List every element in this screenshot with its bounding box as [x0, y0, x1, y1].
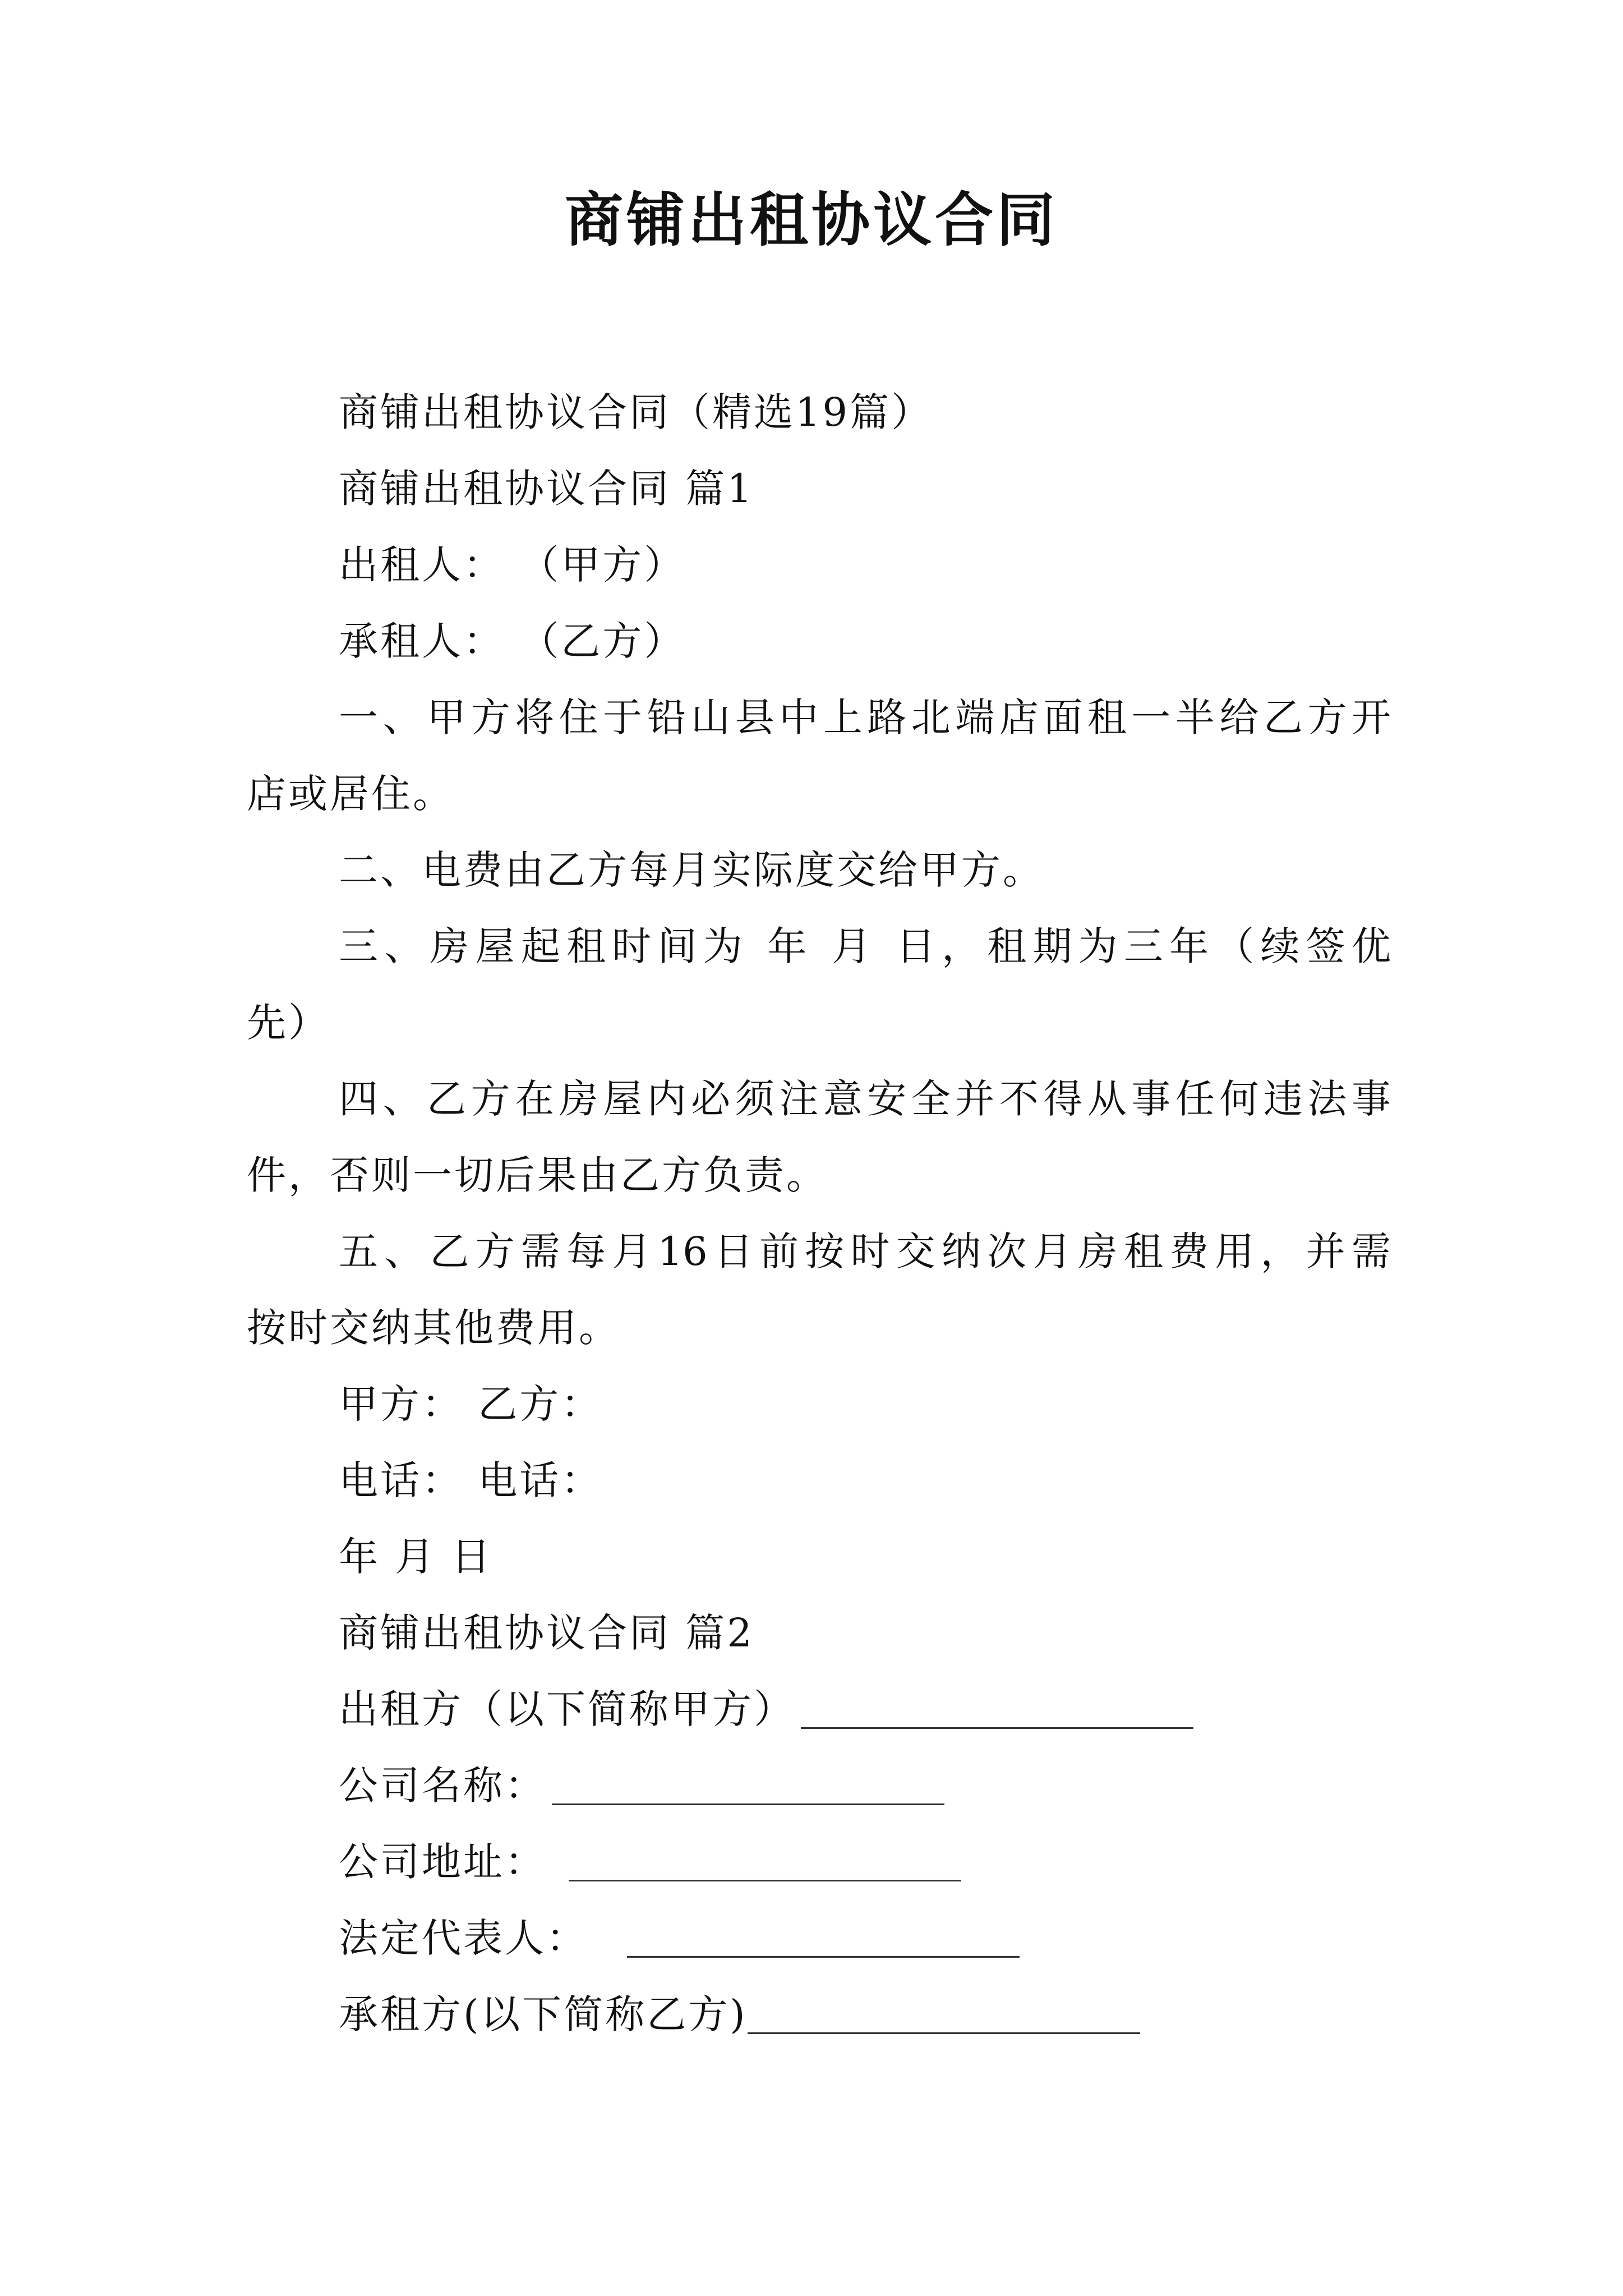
company-name-field [339, 1763, 944, 1809]
signature-phone-line: 电话： 电话： [339, 1457, 603, 1503]
clause-5-line-2: 按时交纳其他费用。 [247, 1305, 620, 1351]
lessee-party-label: 承租方(以下简称乙方) [339, 1991, 748, 2037]
section-heading-1: 商铺出租协议合同 篇1 [339, 466, 754, 512]
subtitle-line: 商铺出租协议合同（精选19篇） [339, 389, 933, 435]
company-name-blank [552, 1772, 944, 1805]
lessee-line: 承租人： （乙方） [339, 618, 686, 664]
clause-4-line-1: 四、乙方在房屋内必须注意安全并不得从事任何违法事 [339, 1076, 1391, 1122]
clause-3-line-2: 先） [247, 1000, 330, 1046]
clause-3-line-1: 三、房屋起租时间为 年 月 日，租期为三年（续签优 [339, 923, 1391, 969]
clause-1-line-2: 店或居住。 [247, 771, 454, 817]
company-address-field [339, 1839, 961, 1885]
clause-5-line-1: 五、乙方需每月16日前按时交纳次月房租费用，并需 [339, 1228, 1391, 1274]
lessor-party-field [339, 1686, 1193, 1732]
lessor-party-blank [801, 1696, 1193, 1729]
section-heading-2: 商铺出租协议合同 篇2 [339, 1610, 754, 1656]
lessee-party-blank [748, 2001, 1140, 2034]
clause-1-line-1: 一、甲方将住于铅山县中上路北端店面租一半给乙方开 [339, 694, 1391, 740]
signature-date-line: 年 月 日 [339, 1534, 493, 1580]
lessor-line: 出租人： （甲方） [339, 542, 686, 588]
company-address-blank [569, 1848, 961, 1881]
lessor-party-label: 出租方（以下简称甲方） [339, 1686, 795, 1732]
document-title: 商铺出租协议合同 [564, 185, 1058, 254]
legal-representative-field [339, 1915, 1020, 1961]
clause-4-line-2: 件，否则一切后果由乙方负责。 [247, 1152, 828, 1198]
company-name-label: 公司名称： [339, 1763, 546, 1809]
clause-2-line: 二、电费由乙方每月实际度交给甲方。 [339, 847, 1044, 893]
legal-representative-blank [627, 1925, 1020, 1958]
lessee-party-field [339, 1991, 1140, 2037]
legal-representative-label: 法定代表人： [339, 1915, 588, 1961]
company-address-label: 公司地址： [339, 1839, 546, 1885]
signature-party-line: 甲方： 乙方： [339, 1381, 603, 1427]
